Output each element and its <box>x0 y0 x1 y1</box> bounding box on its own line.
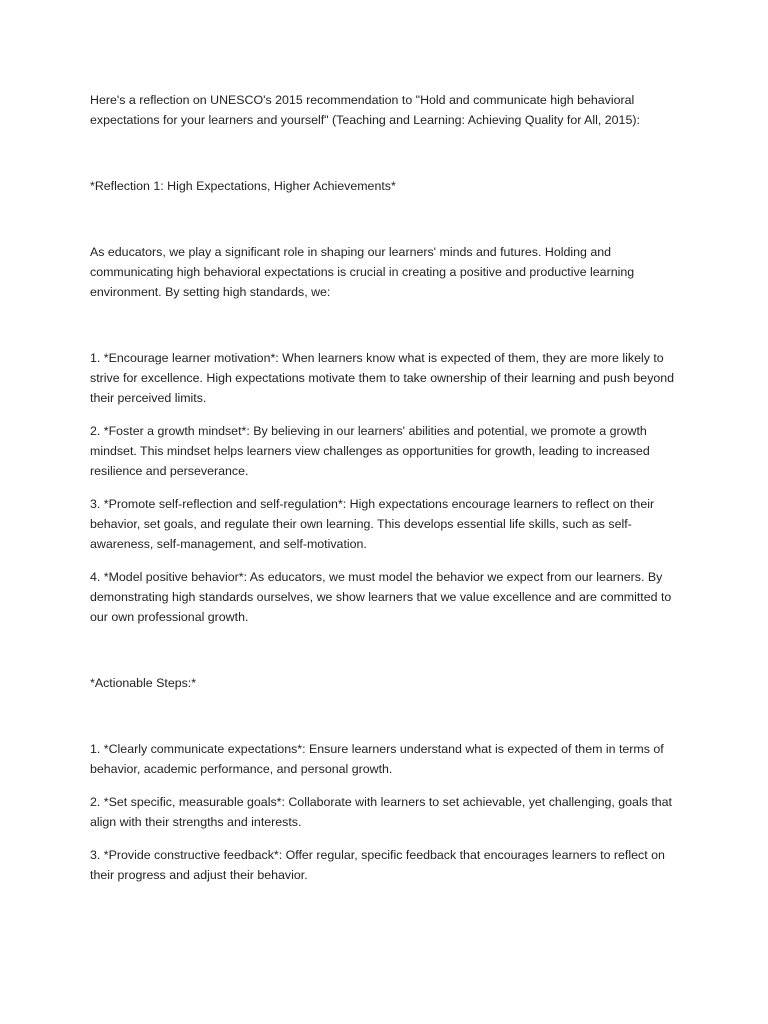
reflection-heading: *Reflection 1: High Expectations, Higher Achievements* <box>90 179 396 193</box>
step-item-1: 1. *Clearly communicate expectations*: Ensure learners understand what is expected of them in terms of behavior, academic performance, and personal growth. <box>90 742 664 776</box>
standard-item-3: 3. *Promote self-reflection and self-regulation*: High expectations encourage learners to reflect on their behavior, set goals, and regulate their own learning. This develops essential life skills, such as self-awareness, self-management, and self-motivation. <box>90 497 655 551</box>
standard-item-1: 1. *Encourage learner motivation*: When learners know what is expected of them, they are more likely to strive for excellence. High expectations motivate them to take ownership of their learning and push beyond their perceived limits. <box>90 351 675 405</box>
standard-item-4: 4. *Model positive behavior*: As educators, we must model the behavior we expect from our learners. By demonstrating high standards ourselves, we show learners that we value excellence and are committed to our own professional growth. <box>90 570 672 624</box>
reflection-paragraph: As educators, we play a significant role in shaping our learners' minds and futures. Holding and communicating high behavioral expectations is crucial in creating a positive and productive learning environment. By setting high standards, we: <box>90 245 635 299</box>
steps-heading: *Actionable Steps:* <box>90 676 197 690</box>
standard-item-2: 2. *Foster a growth mindset*: By believing in our learners' abilities and potential, we promote a growth mindset. This mindset helps learners view challenges as opportunities for growth, leading to increased resilience and perseverance. <box>90 424 650 478</box>
step-item-3: 3. *Provide constructive feedback*: Offer regular, specific feedback that encourages learners to reflect on their progress and adjust their behavior. <box>90 848 665 882</box>
step-item-2: 2. *Set specific, measurable goals*: Collaborate with learners to set achievable, yet challenging, goals that align with their strengths and interests. <box>90 795 673 829</box>
intro-paragraph: Here's a reflection on UNESCO's 2015 recommendation to "Hold and communicate high behavioral expectations for your learners and yourself" (Teaching and Learning: Achieving Quality for All, 2015): <box>90 93 640 127</box>
document-page <box>90 90 680 898</box>
